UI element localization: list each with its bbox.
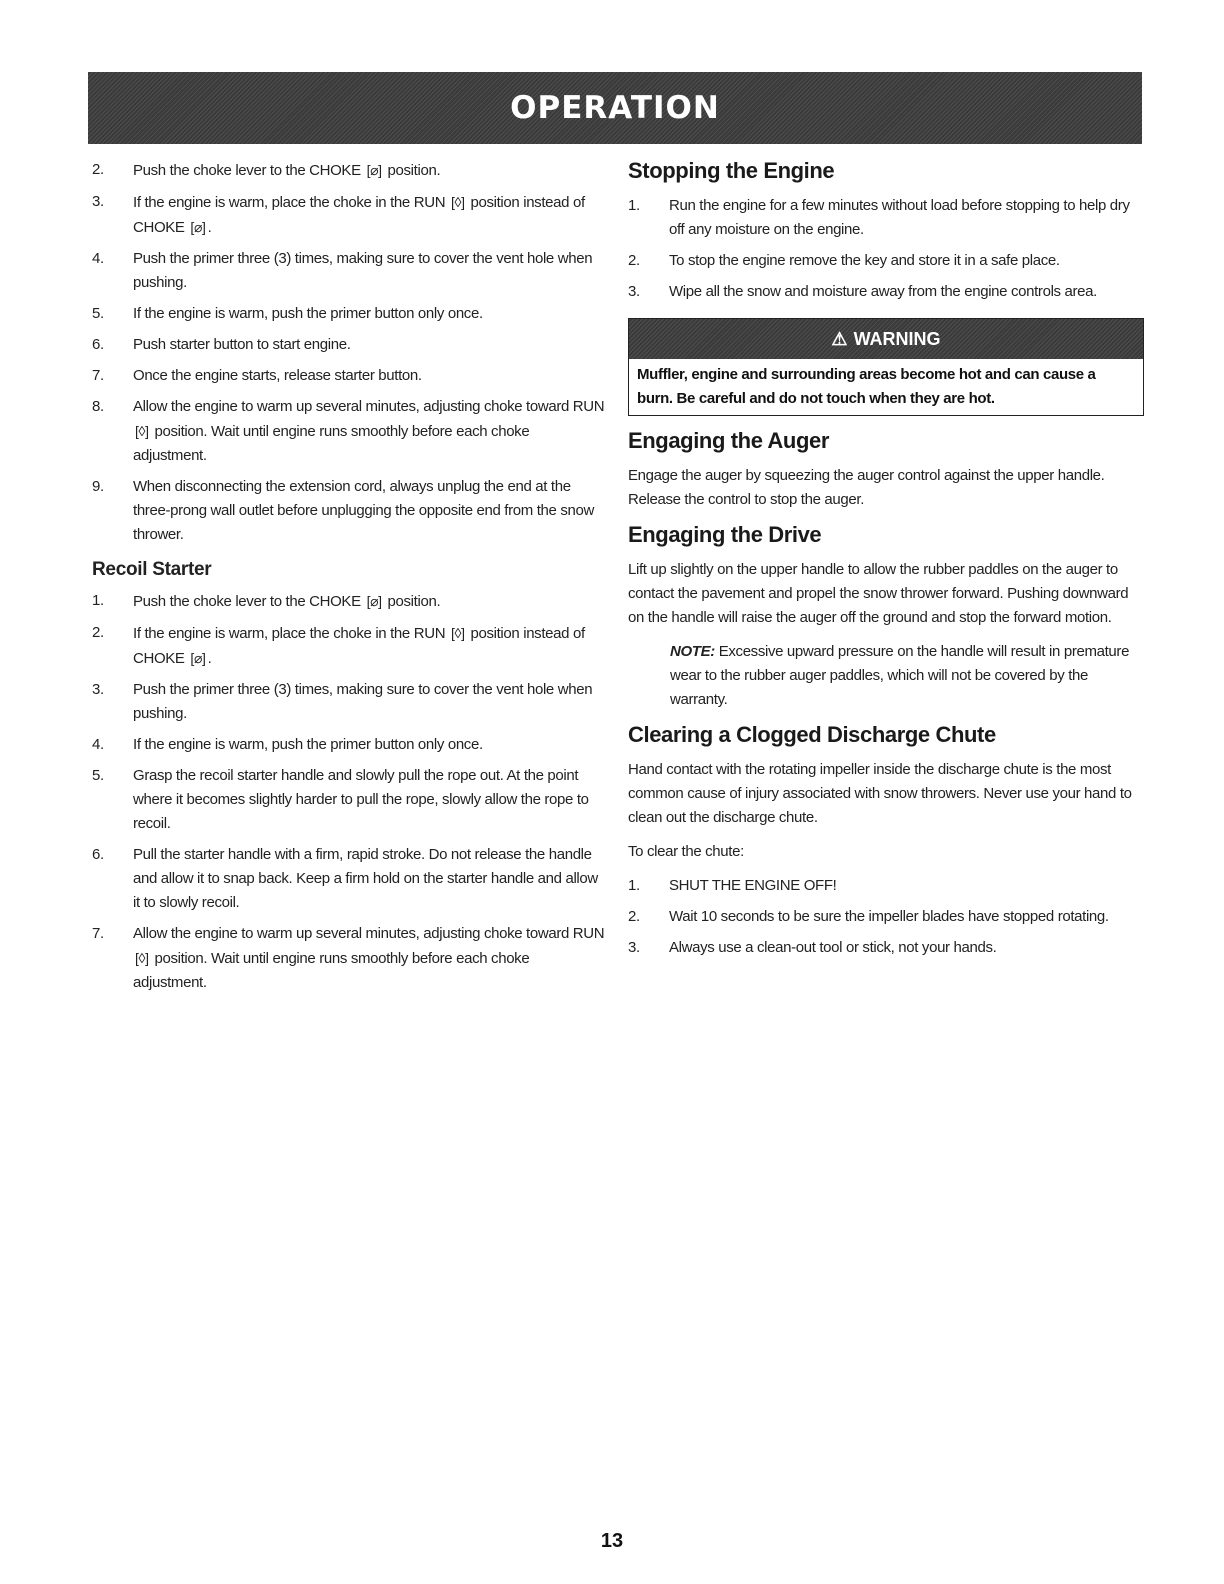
step-text: Pull the starter handle with a firm, rapid stroke. Do not release the handle and allow it to snap back. Keep a firm hold on the starter handle and allow it to slowly recoil. <box>133 846 598 911</box>
left-column <box>92 158 606 1002</box>
step-number: 3. <box>92 193 104 210</box>
engaging-drive-heading: Engaging the Drive <box>628 522 822 547</box>
step-number: 7. <box>92 925 104 942</box>
warning-title: WARNING <box>853 328 941 349</box>
choke-symbol-icon: [⌀] <box>366 162 382 178</box>
list-item <box>92 247 606 295</box>
section-banner <box>88 72 1142 144</box>
step-text: When disconnecting the extension cord, always unplug the end at the three-prong wall outlet before unplugging the opposite end from the snow thrower. <box>133 478 594 543</box>
step-number: 3. <box>628 939 640 956</box>
step-number: 9. <box>92 478 104 495</box>
step-text: Push starter button to start engine. <box>133 336 351 353</box>
list-item <box>92 764 606 836</box>
section-title: OPERATION <box>510 90 720 126</box>
step-text: Wipe all the snow and moisture away from the engine controls area. <box>669 283 1097 300</box>
step-number: 6. <box>92 336 104 353</box>
step-text: If the engine is warm, push the primer button only once. <box>133 736 483 753</box>
step-number: 8. <box>92 398 104 415</box>
right-column <box>628 158 1144 967</box>
stopping-engine-heading: Stopping the Engine <box>628 158 835 183</box>
run-symbol-icon: [◊] <box>451 194 465 210</box>
step-number: 2. <box>628 908 640 925</box>
recoil-starter-heading: Recoil Starter <box>92 559 212 580</box>
step-text: Grasp the recoil starter handle and slowly pull the rope out. At the point where it becomes slightly harder to pull the rope, slowly allow the rope to recoil. <box>133 767 589 832</box>
step-number: 3. <box>92 681 104 698</box>
step-number: 2. <box>92 624 104 641</box>
step-text: If the engine is warm, place the choke in the RUN [◊] position instead of CHOKE [⌀] . <box>133 190 606 240</box>
step-text: If the engine is warm, push the primer button only once. <box>133 305 483 322</box>
list-item <box>628 280 1144 304</box>
engaging-auger-heading: Engaging the Auger <box>628 428 829 453</box>
list-item <box>92 190 606 240</box>
list-item <box>92 395 606 468</box>
step-text: Run the engine for a few minutes without load before stopping to help dry off any moisture on the engine. <box>669 197 1130 238</box>
step-number: 6. <box>92 846 104 863</box>
step-number: 1. <box>628 877 640 894</box>
warning-triangle-icon: ⚠ <box>831 328 848 349</box>
choke-symbol-icon: [⌀] <box>366 593 382 609</box>
list-item <box>92 621 606 671</box>
clearing-chute-heading: Clearing a Clogged Discharge Chute <box>628 722 996 747</box>
chute-paragraph: Hand contact with the rotating impeller inside the discharge chute is the most common cause of injury associated with snow throwers. Never use your hand to clean out the discharge chute. <box>628 761 1132 826</box>
list-item <box>92 333 606 357</box>
step-number: 2. <box>92 161 104 178</box>
run-symbol-icon: [◊] <box>451 625 465 641</box>
step-text: Push the choke lever to the CHOKE [⌀] position. <box>133 589 606 614</box>
auger-paragraph: Engage the auger by squeezing the auger control against the upper handle. Release the control to stop the auger. <box>628 467 1105 508</box>
step-text: Once the engine starts, release starter button. <box>133 367 422 384</box>
list-item <box>92 678 606 726</box>
step-text: Push the choke lever to the CHOKE [⌀] position. <box>133 158 606 183</box>
step-text: SHUT THE ENGINE OFF! <box>669 877 837 894</box>
drive-paragraph: Lift up slightly on the upper handle to allow the rubber paddles on the auger to contact the pavement and propel the snow thrower forward. Pushing downward on the handle will raise the auger off the ground and stop the forward motion. <box>628 561 1129 626</box>
note-label: NOTE: <box>670 643 715 660</box>
list-item <box>92 733 606 757</box>
run-symbol-icon: [◊] <box>135 950 149 966</box>
stopping-steps-list <box>628 194 1144 304</box>
step-text: Push the primer three (3) times, making sure to cover the vent hole when pushing. <box>133 681 593 722</box>
list-item <box>92 475 606 547</box>
list-item <box>92 922 606 995</box>
step-number: 2. <box>628 252 640 269</box>
run-symbol-icon: [◊] <box>135 423 149 439</box>
list-item <box>92 302 606 326</box>
step-text: If the engine is warm, place the choke in the RUN [◊] position instead of CHOKE [⌀] . <box>133 621 606 671</box>
list-item <box>628 249 1144 273</box>
list-item <box>92 589 606 614</box>
step-number: 7. <box>92 367 104 384</box>
step-number: 5. <box>92 305 104 322</box>
drive-note <box>670 640 1144 712</box>
warning-text: Muffler, engine and surrounding areas become hot and can cause a burn. Be careful and do not touch when they are hot. <box>637 366 1096 407</box>
list-item <box>628 874 1144 898</box>
step-number: 4. <box>92 250 104 267</box>
step-text: Always use a clean-out tool or stick, not your hands. <box>669 939 997 956</box>
warning-box <box>628 318 1144 416</box>
recoil-steps-list <box>92 589 606 995</box>
choke-symbol-icon: [⌀] <box>190 650 206 666</box>
chute-intro: To clear the chute: <box>628 843 744 860</box>
step-text: Allow the engine to warm up several minutes, adjusting choke toward RUN [◊] position. Wait until engine runs smoothly before each choke adjustment. <box>133 925 605 991</box>
warning-header <box>629 319 1143 359</box>
step-number: 3. <box>628 283 640 300</box>
choke-symbol-icon: [⌀] <box>190 219 206 235</box>
list-item <box>92 158 606 183</box>
note-text: Excessive upward pressure on the handle will result in premature wear to the rubber auger paddles, which will not be covered by the warranty. <box>670 643 1130 708</box>
step-number: 1. <box>628 197 640 214</box>
step-text: To stop the engine remove the key and store it in a safe place. <box>669 252 1060 269</box>
page-number: 13 <box>600 1530 624 1552</box>
step-number: 4. <box>92 736 104 753</box>
list-item <box>628 936 1144 960</box>
chute-steps-list <box>628 874 1144 960</box>
start-steps-list <box>92 158 606 547</box>
list-item <box>92 364 606 388</box>
step-number: 1. <box>92 592 104 609</box>
step-number: 5. <box>92 767 104 784</box>
list-item <box>92 843 606 915</box>
step-text: Push the primer three (3) times, making sure to cover the vent hole when pushing. <box>133 250 593 291</box>
list-item <box>628 905 1144 929</box>
step-text: Wait 10 seconds to be sure the impeller blades have stopped rotating. <box>669 908 1109 925</box>
list-item <box>628 194 1144 242</box>
step-text: Allow the engine to warm up several minutes, adjusting choke toward RUN [◊] position. Wait until engine runs smoothly before each choke adjustment. <box>133 398 605 464</box>
